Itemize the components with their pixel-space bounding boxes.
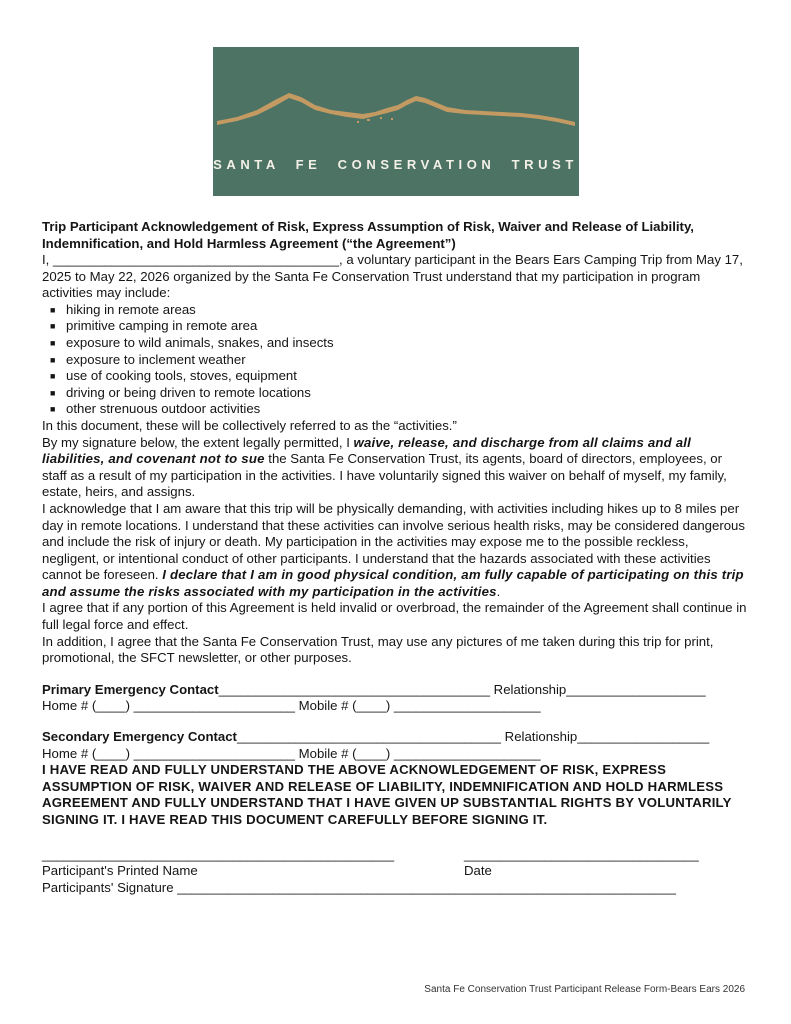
mountain-ridge-icon (217, 81, 575, 136)
severability-paragraph: I agree that if any portion of this Agreement is held invalid or overbroad, the remainder of the Agreement shall continue in full legal force and effect. (42, 600, 747, 633)
activity-label: other strenuous outdoor activities (66, 401, 261, 417)
acknowledge-emphasis: I declare that I am in good physical condition, am fully capable of participating on this trip and assume the risks associated with my participation in the activities (42, 567, 744, 599)
acknowledge-prefix: I acknowledge that I am aware that this trip will be physically demanding, with activities including hikes up to 8 miles per day in remote locations. I understand that these activities can involve serious health risks, may be considered dangerous and include the risk of injury or death. My participation in the activities may expose me to the possible reckless, negligent, or intentional conduct of other participants. I understand that the hazards associated with these activities cannot be foreseen. (42, 500, 745, 583)
intro-prefix: I, (42, 252, 53, 267)
activity-label: primitive camping in remote area (66, 318, 258, 334)
activity-label: exposure to wild animals, snakes, and insects (66, 334, 334, 350)
bullet-square-icon: ■ (50, 337, 56, 348)
list-item (42, 352, 749, 369)
secondary-contact-label: Secondary Emergency Contact (42, 729, 237, 745)
bullet-square-icon: ■ (50, 404, 56, 415)
signature-label: Participants' Signature (42, 879, 178, 895)
participant-signature-line (42, 880, 749, 897)
waiver-suffix: the Santa Fe Conservation Trust, its agents, board of directors, employees, or staff as a result of my participation in the activities. I have voluntarily signed this waiver on behalf of myself, my family, estate, heirs, and assigns. (42, 451, 727, 500)
footer-text: Santa Fe Conservation Trust Participant Release Form-Bears Ears 2026 (424, 984, 745, 995)
activity-label: hiking in remote areas (66, 301, 196, 317)
document-title: Trip Participant Acknowledgement of Risk, Express Assumption of Risk, Waiver and Release of Liability, Indemnification, and Hold Harmless Agreement (“the Agreement”) (42, 219, 694, 251)
activity-label: driving or being driven to remote locations (66, 384, 311, 400)
primary-relationship-blank: ___________________ (566, 681, 706, 697)
primary-phone-line: Home # (____) ______________________ Mobile # (____) ____________________ (42, 698, 541, 714)
final-statement: I HAVE READ AND FULLY UNDERSTAND THE ABOVE ACKNOWLEDGEMENT OF RISK, EXPRESS ASSUMPTION OF RISK, WAIVER AND RELEASE OF LIABILITY, INDEMNIFICATION AND HOLD HARMLESS AGREEMENT AND FULLY UNDERSTAND THAT I HAVE GIVEN UP SUBSTANTIAL RIGHTS BY VOLUNTARILY SIGNING IT. I HAVE READ THIS DOCUMENT CAREFULLY BEFORE SIGNING IT. (42, 762, 732, 827)
collective-note: In this document, these will be collectively referred to as the “activities.” (42, 417, 457, 433)
signature-blank: ____________________________________________________________________ (177, 879, 676, 895)
intro-suffix: , a voluntary participant in the Bears Ears Camping Trip from May 17, 2025 to May 22, 2026 organized by the Santa Fe Conservation Trust understand that my participation in program activities may include: (42, 252, 743, 301)
primary-contact-line (42, 682, 749, 699)
relationship-label: Relationship (501, 729, 578, 745)
bullet-square-icon: ■ (50, 387, 56, 398)
bullet-square-icon: ■ (50, 371, 56, 382)
printed-name-blank: ________________________________________________ (42, 846, 395, 862)
activity-label: use of cooking tools, stoves, equipment (66, 368, 297, 384)
bullet-square-icon: ■ (50, 304, 56, 315)
list-item (42, 385, 749, 402)
secondary-contact-line (42, 729, 749, 746)
date-label: Date (464, 863, 492, 879)
list-item (42, 335, 749, 352)
primary-contact-block (42, 682, 749, 715)
photo-release-paragraph: In addition, I agree that the Santa Fe Conservation Trust, may use any pictures of me taken during this trip for print, promotional, the SFCT newsletter, or other purposes. (42, 633, 714, 666)
sfct-logo (213, 47, 579, 196)
activity-label: exposure to inclement weather (66, 351, 246, 367)
bullet-square-icon: ■ (50, 321, 56, 332)
list-item (42, 368, 749, 385)
acknowledgement-paragraph (42, 501, 749, 601)
printed-name-column (42, 847, 464, 880)
date-blank: ________________________________ (464, 846, 699, 862)
bullet-square-icon: ■ (50, 354, 56, 365)
primary-contact-name-blank: _____________________________________ (218, 681, 491, 697)
list-item (42, 318, 749, 335)
participant-name-blank: _______________________________________ (53, 252, 340, 267)
secondary-phone-line: Home # (____) ______________________ Mobile # (____) ____________________ (42, 745, 541, 761)
logo-wordmark: SANTA FE CONSERVATION TRUST (213, 157, 578, 172)
activities-list (42, 302, 749, 418)
signature-name-date-row (42, 847, 749, 880)
waiver-paragraph (42, 435, 749, 501)
list-item (42, 401, 749, 418)
date-column (464, 847, 749, 880)
intro-paragraph (42, 252, 749, 302)
primary-contact-label: Primary Emergency Contact (42, 681, 219, 697)
secondary-contact-name-blank: ____________________________________ (236, 729, 501, 745)
waiver-prefix: By my signature below, the extent legally permitted, I (42, 434, 354, 450)
printed-name-label: Participant's Printed Name (42, 863, 198, 879)
acknowledge-suffix: . (496, 583, 501, 599)
relationship-label: Relationship (490, 681, 567, 697)
secondary-relationship-blank: __________________ (577, 729, 710, 745)
secondary-contact-block (42, 729, 749, 762)
list-item (42, 302, 749, 319)
waiver-emphasis: waive, release, and discharge from all claims and all liabilities, and covenant not to sue (42, 434, 692, 467)
